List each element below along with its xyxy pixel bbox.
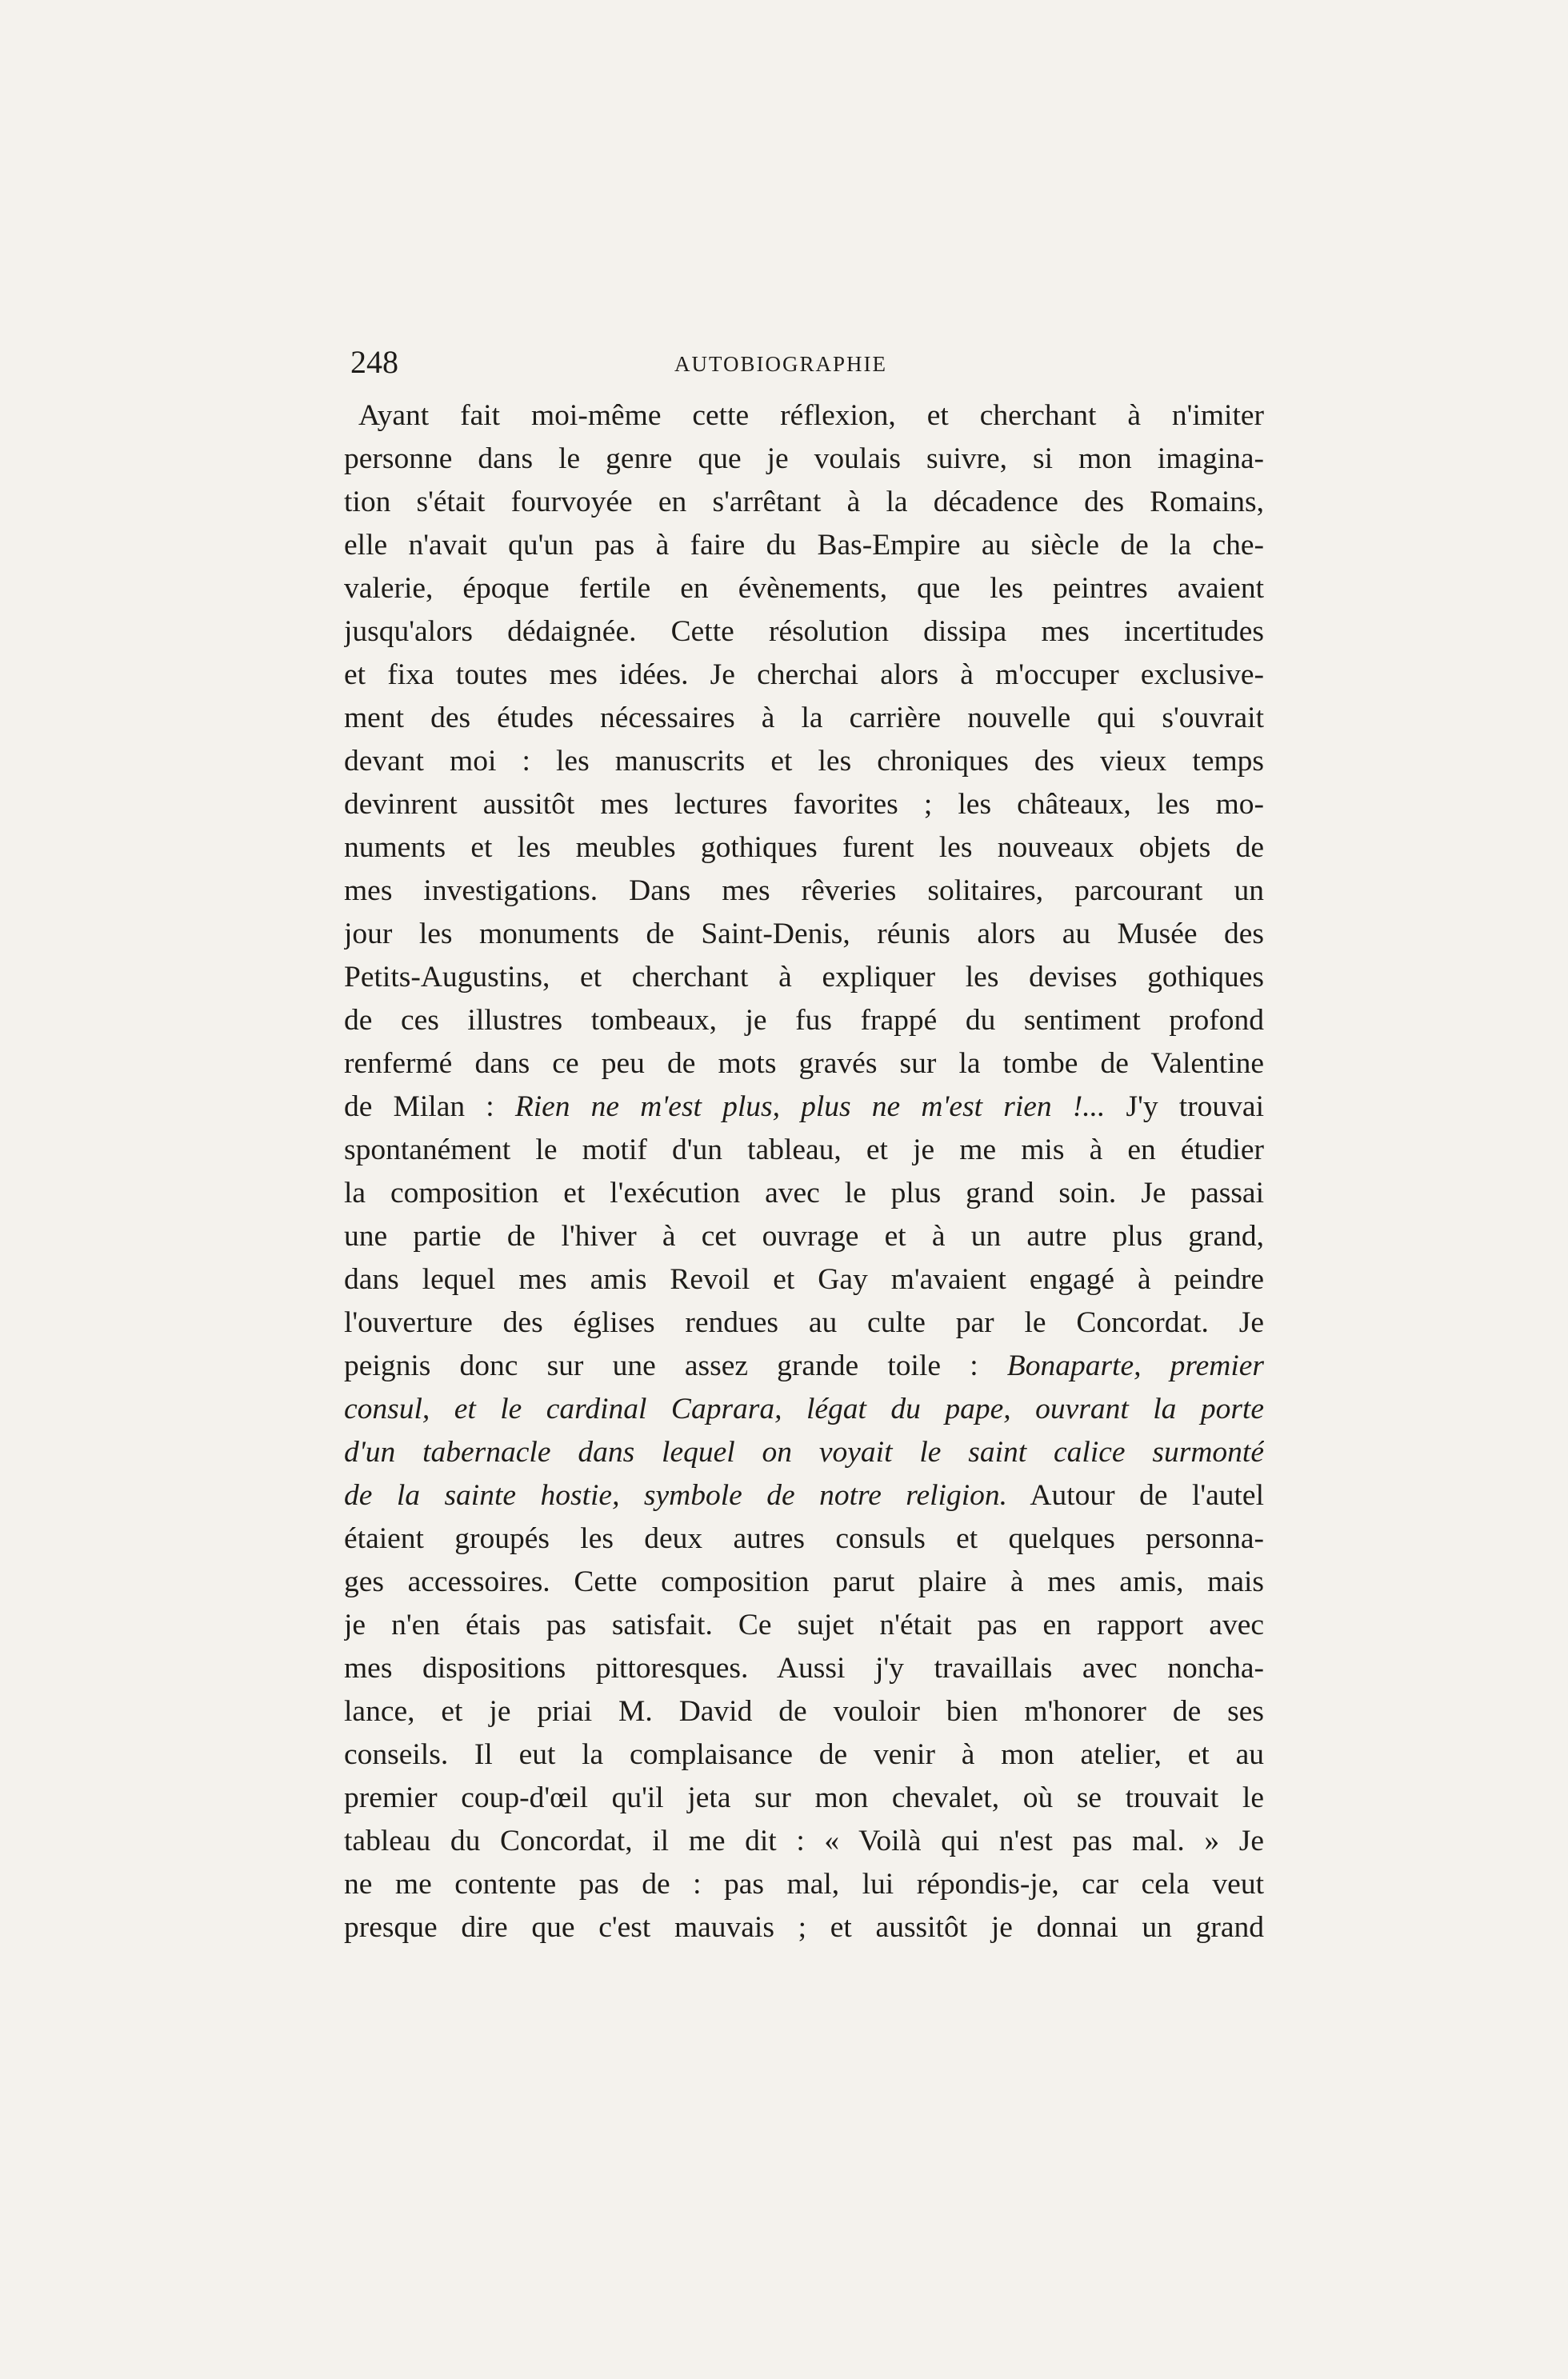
text-line: renfermé dans ce peu de mots gravés sur la tombe de Valentine: [344, 1047, 1264, 1080]
page-number: 248: [350, 344, 398, 380]
italic-title: consul, et le cardinal Caprara, légat du pape, ouvrant la porte: [344, 1393, 1264, 1425]
text-line: tion s'était fourvoyée en s'arrêtant à la décadence des Romains,: [344, 486, 1264, 518]
running-title: AUTOBIOGRAPHIE: [674, 352, 888, 376]
italic-title: Bonaparte, premier: [1006, 1349, 1264, 1382]
body-text: [344, 394, 1264, 1949]
text-line: je n'en étais pas satisfait. Ce sujet n'était pas en rapport avec: [344, 1609, 1264, 1641]
text-line: jusqu'alors dédaignée. Cette résolution dissipa mes incertitudes: [344, 615, 1264, 648]
text-line: [344, 1431, 1264, 1474]
text-line: premier coup-d'œil qu'il jeta sur mon chevalet, où se trouvait le: [344, 1781, 1264, 1814]
text-line: valerie, époque fertile en évènements, que les peintres avaient: [344, 572, 1264, 605]
text-line: tableau du Concordat, il me dit : « Voilà qui n'est pas mal. » Je: [344, 1825, 1264, 1857]
text-line: devinrent aussitôt mes lectures favorites ; les châteaux, les mo-: [344, 788, 1264, 821]
text-line: presque dire que c'est mauvais ; et aussitôt je donnai un grand: [344, 1911, 1264, 1944]
text-line: Ayant fait moi-même cette réflexion, et cherchant à n'imiter: [358, 399, 1264, 432]
text-line: de la sainte hostie, symbole de notre religion. Autour de l'autel: [344, 1479, 1264, 1512]
text-line: l'ouverture des églises rendues au culte par le Concordat. Je: [344, 1306, 1264, 1339]
italic-quote: Rien ne m'est plus, plus ne m'est rien !...: [514, 1090, 1106, 1123]
text-line: personne dans le genre que je voulais suivre, si mon imagina-: [344, 442, 1264, 475]
text-line: elle n'avait qu'un pas à faire du Bas-Empire au siècle de la che-: [344, 529, 1264, 562]
text-line: et fixa toutes mes idées. Je cherchai alors à m'occuper exclusive-: [344, 658, 1264, 691]
text-line: de ces illustres tombeaux, je fus frappé du sentiment profond: [344, 1004, 1264, 1037]
text-line: étaient groupés les deux autres consuls et quelques personna-: [344, 1522, 1264, 1555]
text-line: devant moi : les manuscrits et les chroniques des vieux temps: [344, 745, 1264, 778]
text-line: la composition et l'exécution avec le plus grand soin. Je passai: [344, 1177, 1264, 1209]
text-line: spontanément le motif d'un tableau, et je me mis à en étudier: [344, 1134, 1264, 1166]
running-head: [350, 342, 1270, 382]
text-line: mes investigations. Dans mes rêveries solitaires, parcourant un: [344, 874, 1264, 907]
italic-title: d'un tabernacle dans lequel on voyait le saint calice surmonté: [344, 1436, 1264, 1469]
text-line: dans lequel mes amis Revoil et Gay m'avaient engagé à peindre: [344, 1263, 1264, 1296]
text-line: lance, et je priai M. David de vouloir bien m'honorer de ses: [344, 1695, 1264, 1728]
text-line: ne me contente pas de : pas mal, lui répondis-je, car cela veut: [344, 1868, 1264, 1901]
text-line: peignis donc sur une assez grande toile : Bonaparte, premier: [344, 1349, 1264, 1382]
text-line: conseils. Il eut la complaisance de venir à mon atelier, et au: [344, 1738, 1264, 1771]
text-line: [344, 1388, 1264, 1431]
text-line: ges accessoires. Cette composition parut plaire à mes amis, mais: [344, 1565, 1264, 1598]
text-line: ment des études nécessaires à la carrière nouvelle qui s'ouvrait: [344, 702, 1264, 734]
text-line: numents et les meubles gothiques furent les nouveaux objets de: [344, 831, 1264, 864]
text-line: une partie de l'hiver à cet ouvrage et à un autre plus grand,: [344, 1220, 1264, 1253]
text-line: jour les monuments de Saint-Denis, réunis alors au Musée des: [344, 918, 1264, 950]
italic-title: de la sainte hostie, symbole de notre religion.: [344, 1479, 1008, 1512]
text-line: de Milan : Rien ne m'est plus, plus ne m'est rien !... J'y trouvai: [344, 1090, 1264, 1123]
text-line: mes dispositions pittoresques. Aussi j'y travaillais avec noncha-: [344, 1652, 1264, 1685]
text-line: Petits-Augustins, et cherchant à expliquer les devises gothiques: [344, 961, 1264, 994]
